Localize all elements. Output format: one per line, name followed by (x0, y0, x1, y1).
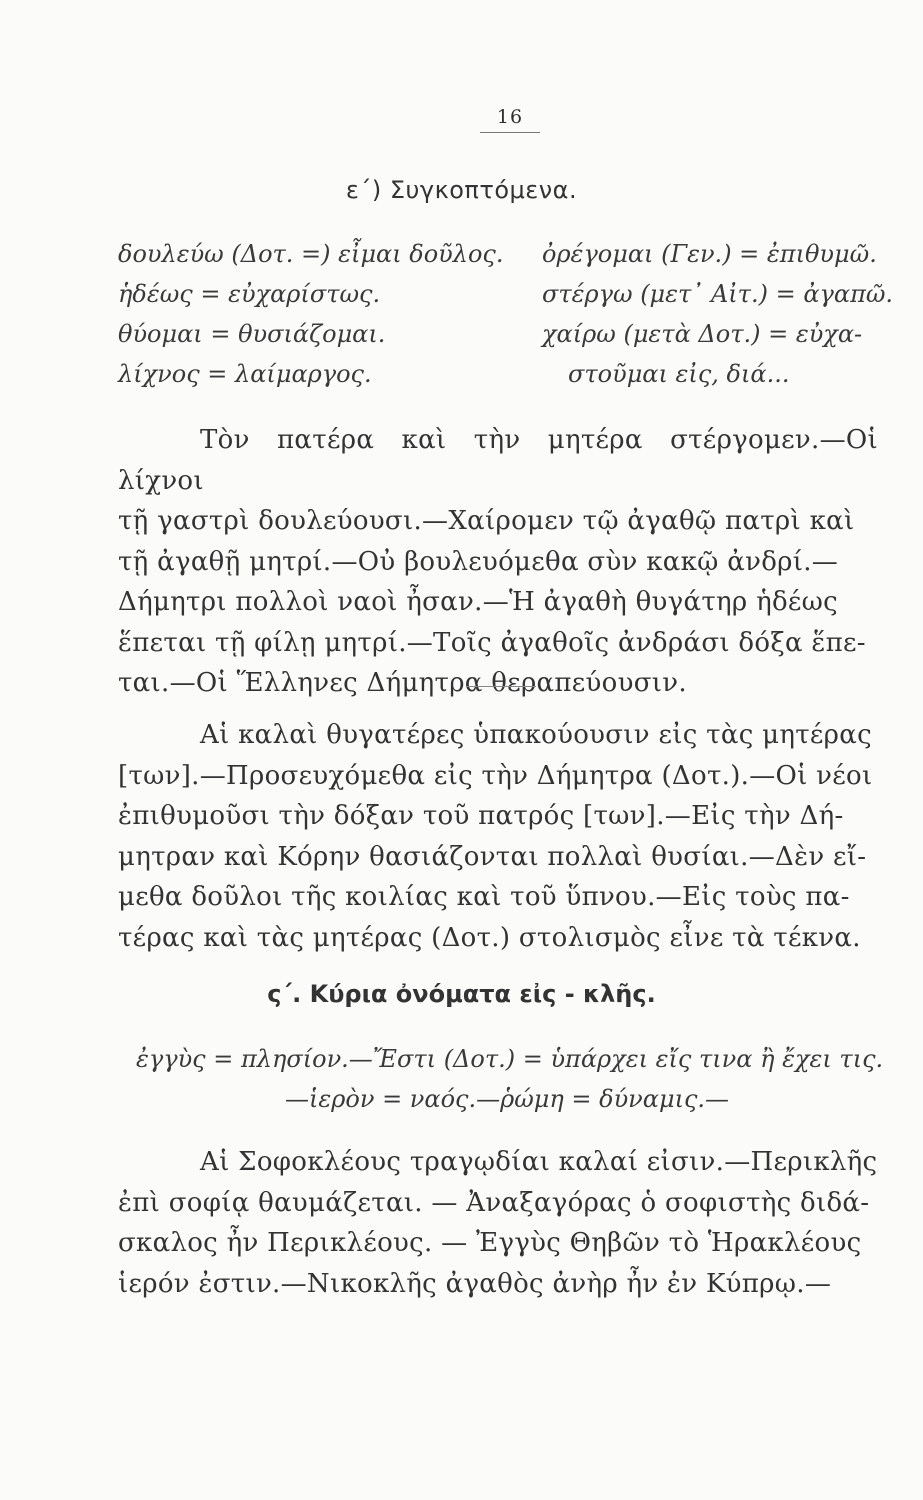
vocab-right-3: χαίρω (μετὰ Δοτ.) = εὐχα- (542, 320, 863, 348)
paragraph-3-line: ἱερόν ἐστιν.—Νικοκλῆς ἀγαθὸς ἀνὴρ ἦν ἐν Κύπρῳ.— (118, 1268, 832, 1299)
paragraph-2-line: Αἱ καλαὶ θυγατέρες ὑπακούουσιν εἰς τὰς μητέρας (200, 720, 872, 750)
vocab-left-1: δουλεύω (Δοτ. =) εἶμαι δοῦλος. (118, 240, 504, 268)
paragraph-2-line: τέρας καὶ τὰς μητέρας (Δοτ.) στολισμὸς εἶνε τὰ τέκνα. (118, 922, 861, 953)
paragraph-3 (118, 1142, 878, 1304)
paragraph-2-line: [των].—Προσευχόμεθα εἰς τὴν Δήμητρα (Δοτ.).—Οἱ νέοι (118, 760, 873, 791)
vocab-line-1: ἐγγὺς = πλησίον.—Ἔστι (Δοτ.) = ὑπάρχει εἴς τινα ἢ ἔχει τις. (136, 1045, 884, 1073)
vocab-right-1: ὀρέγομαι (Γεν.) = ἐπιθυμῶ. (542, 240, 877, 268)
paragraph-3-line: ἐπὶ σοφίᾳ θαυμάζεται. — Ἀναξαγόρας ὁ σοφιστὴς διδά- (118, 1187, 870, 1218)
paragraph-1-line: Δήμητρι πολλοὶ ναοὶ ἦσαν.—Ἡ ἀγαθὴ θυγάτηρ ἡδέως (118, 587, 839, 617)
paragraph-2-line: μητραν καὶ Κόρην θασιάζονται πολλαὶ θυσίαι.—Δὲν εἴ- (118, 841, 867, 872)
paragraph-1-line: τῇ γαστρὶ δουλεύουσι.—Χαίρομεν τῷ ἀγαθῷ πατρὶ καὶ (118, 506, 855, 536)
vocab-right-4: στοῦμαι εἰς, διά... (568, 360, 790, 388)
paragraph-1 (118, 420, 878, 704)
vocab-right-2: στέργω (μετ᾽ Αἰτ.) = ἀγαπῶ. (542, 280, 894, 308)
paragraph-1-line: τῇ ἀγαθῇ μητρί.—Οὐ βουλευόμεθα σὺν κακῷ ἀνδρί.— (118, 546, 839, 577)
vocab-left-2: ἡδέως = εὐχαρίστως. (118, 280, 381, 308)
vocab-line-2: —ἱερὸν = ναός.—ῥώμη = δύναμις.— (285, 1085, 730, 1113)
vocab-left-3: θύομαι = θυσιάζομαι. (118, 320, 386, 348)
paragraph-3-line: Αἱ Σοφοκλέους τραγῳδίαι καλαί εἰσιν.—Περικλῆς (200, 1147, 878, 1177)
section-heading-st: ς΄. Κύρια ὀνόματα εἰς - κλῆς. (267, 980, 656, 1008)
paragraph-2-line: ἐπιθυμοῦσι τὴν δόξαν τοῦ πατρός [των].—Εἰς τὴν Δή- (118, 801, 844, 831)
paragraph-2 (118, 715, 878, 958)
section-divider (466, 686, 536, 687)
paragraph-3-line: σκαλος ἦν Περικλέους. — Ἐγγὺς Θηβῶν τὸ Ἡρακλέους (118, 1228, 862, 1258)
vocab-left-4: λίχνος = λαίμαργος. (118, 360, 372, 388)
page-number: 16 (480, 106, 540, 133)
paragraph-1-line: Τὸν πατέρα καὶ τὴν μητέρα στέργομεν.—Οἱ λίχνοι (118, 425, 878, 496)
section-heading-e: ε΄) Συγκοπτόμενα. (345, 176, 578, 204)
paragraph-2-line: μεθα δοῦλοι τῆς κοιλίας καὶ τοῦ ὕπνου.—Εἰς τοὺς πα- (118, 882, 850, 912)
paragraph-1-line: ἕπεται τῇ φίλῃ μητρί.—Τοῖς ἀγαθοῖς ἀνδράσι δόξα ἕπε- (118, 627, 866, 658)
paragraph-1-line: ται.—Οἱ Ἕλληνες Δήμητρα θεραπεύουσιν. (118, 668, 687, 698)
